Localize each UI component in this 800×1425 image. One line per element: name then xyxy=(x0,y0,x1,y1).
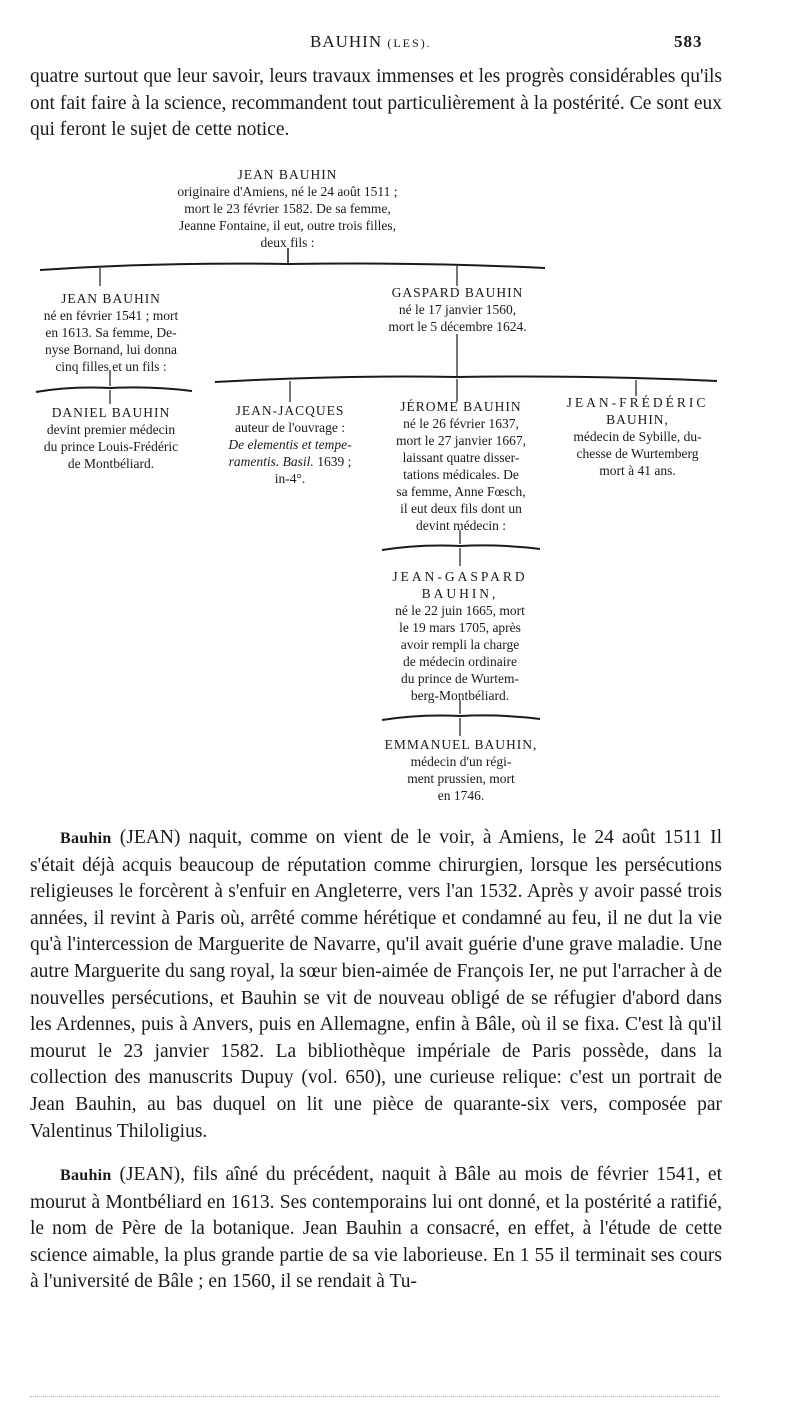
node-line: Jeanne Fontaine, il eut, outre trois filles, xyxy=(178,218,397,233)
paragraph-jean-bauhin-senior xyxy=(30,825,722,1145)
node-name: EMMANUEL BAUHIN, xyxy=(384,737,538,752)
tree-node-jerome-bauhin xyxy=(378,398,544,534)
node-name: GASPARD BAUHIN xyxy=(391,285,524,300)
node-name: JEAN-JACQUES xyxy=(235,403,345,418)
node-line: deux fils : xyxy=(260,235,315,250)
node-line: mort le 5 décembre 1624. xyxy=(388,319,527,334)
node-line: sa femme, Anne Fœsch, xyxy=(396,484,526,499)
node-line: né en février 1541 ; mort xyxy=(43,308,179,323)
node-line: de Montbéliard. xyxy=(67,456,155,471)
running-title: BAUHIN (LES). xyxy=(310,32,432,51)
node-line: il eut deux fils dont un xyxy=(400,501,522,516)
tree-node-jean-gaspard xyxy=(372,568,548,704)
node-line: nyse Bornand, lui donna xyxy=(45,342,177,357)
node-line: né le 22 juin 1665, mort xyxy=(395,603,525,618)
node-name: JEAN BAUHIN xyxy=(61,291,161,306)
node-line: cinq filles et un fils : xyxy=(55,359,167,374)
node-line: berg-Montbéliard. xyxy=(410,688,510,703)
node-line: le 19 mars 1705, après xyxy=(399,620,521,635)
node-line: du prince Louis-Frédéric xyxy=(43,439,179,454)
intro-paragraph: quatre surtout que leur savoir, leurs travaux immenses et les progrès considérables qu'ils ont fait faire à la science, recommandent tout particulièrement à la postérité. Ce sont eux qui feront le sujet de cette notice. xyxy=(30,66,722,141)
tree-node-gaspard-bauhin xyxy=(370,284,545,335)
node-line: mort le 27 janvier 1667, xyxy=(395,433,527,448)
node-name: JEAN-FRÉDÉRIC xyxy=(566,395,709,410)
node-line: chesse de Wurtemberg xyxy=(576,446,699,461)
node-line: né le 26 février 1637, xyxy=(403,416,519,431)
running-title-suffix: (LES). xyxy=(387,36,432,50)
node-name: JEAN-GASPARD xyxy=(392,569,528,584)
node-line: devint premier médecin xyxy=(46,422,176,437)
node-name: BAUHIN, xyxy=(421,586,499,601)
node-line: in-4°. xyxy=(274,471,306,486)
node-line: auteur de l'ouvrage : xyxy=(234,420,345,435)
node-line: originaire d'Amiens, né le 24 août 1511 ; xyxy=(177,184,398,199)
tree-node-jean-bauhin xyxy=(25,290,197,375)
node-name: DANIEL BAUHIN xyxy=(51,405,171,420)
entry-lead: Bauhin xyxy=(60,1167,112,1184)
paragraph-text: (JEAN), fils aîné du précédent, naquit à Bâle au mois de février 1541, et mourut à Montbéliard en 1613. Ses contemporains lui ont donné, et la postérité a ratifié, le nom de Père de la botanique. Jean Bauhin a consacré, en effet, à l'étude de cette science aimable, la plus grande partie de sa vie laborieuse. En 1 55 il terminait ses cours à l'université de Bâle ; en 1560, il se rendait à Tu- xyxy=(30,1164,722,1293)
node-name: BAUHIN, xyxy=(606,412,669,427)
tree-node-jean-frederic xyxy=(555,394,720,479)
faded-footer-line xyxy=(30,1396,720,1399)
entry-lead: Bauhin xyxy=(60,830,112,847)
node-line: du prince de Wurtem- xyxy=(400,671,520,686)
node-line: devint médecin : xyxy=(416,518,506,533)
node-line: de médecin ordinaire xyxy=(403,654,517,669)
node-line: laissant quatre disser- xyxy=(402,450,520,465)
page-number: 583 xyxy=(674,32,703,51)
node-line: né le 17 janvier 1560, xyxy=(398,302,517,317)
node-name: JEAN BAUHIN xyxy=(237,167,338,182)
node-line: ment prussien, mort xyxy=(407,771,515,786)
node-line: avoir rempli la charge xyxy=(400,637,520,652)
node-line: mort à 41 ans. xyxy=(599,463,676,478)
tree-node-emmanuel-bauhin xyxy=(378,736,544,804)
node-line: en 1746. xyxy=(437,788,485,803)
node-name: JÉROME BAUHIN xyxy=(400,399,522,414)
node-line: médecin de Sybille, du- xyxy=(573,429,702,444)
node-line: tations médicales. De xyxy=(403,467,519,482)
node-line-italic: ramentis. Basil. xyxy=(228,454,314,469)
tree-node-daniel-bauhin xyxy=(28,404,194,472)
tree-node-jean-jacques xyxy=(210,402,370,487)
paragraph-text: (JEAN) naquit, comme on vient de le voir, à Amiens, le 24 août 1511 Il s'était déjà acquis beaucoup de réputation comme chirurgien, lorsque les persécutions religieuses le forcèrent à s'enfuir en Angleterre, vers l'an 1532. Après y avoir passé trois années, il revint à Paris où, arrêté comme hérétique et condamné au feu, il ne dut la vie qu'à l'intercession de Marguerite de Navarre, qu'il avait guérie d'une grave maladie. Une autre Marguerite du sang royal, la sœur bien-aimée de François Ier, ne put l'arracher à de nouvelles persécutions, et Bauhin se vit de nouveau obligé de se réfugier d'abord dans les Ardennes, puis à Anvers, puis en Allemagne, enfin à Bâle, où il se fixa. C'est là qu'il mourut le 23 janvier 1582. La bibliothèque impériale de Paris possède, dans la collection des manuscrits Dupuy (vol. 650), une curieuse relique: c'est un portrait de Jean Bauhin, au bas duquel on lit une pièce de quarante-six vers, composée par Valentinus Thiloligius. xyxy=(30,827,722,1142)
node-line: médecin d'un régi- xyxy=(410,754,512,769)
node-line-italic: De elementis et tempe- xyxy=(228,437,352,452)
node-year: 1639 ; xyxy=(317,454,352,469)
tree-node-jean-bauhin-root xyxy=(150,166,425,251)
paragraph-jean-bauhin-junior xyxy=(30,1162,722,1296)
node-line: en 1613. Sa femme, De- xyxy=(45,325,177,340)
node-line: mort le 23 février 1582. De sa femme, xyxy=(184,201,391,216)
